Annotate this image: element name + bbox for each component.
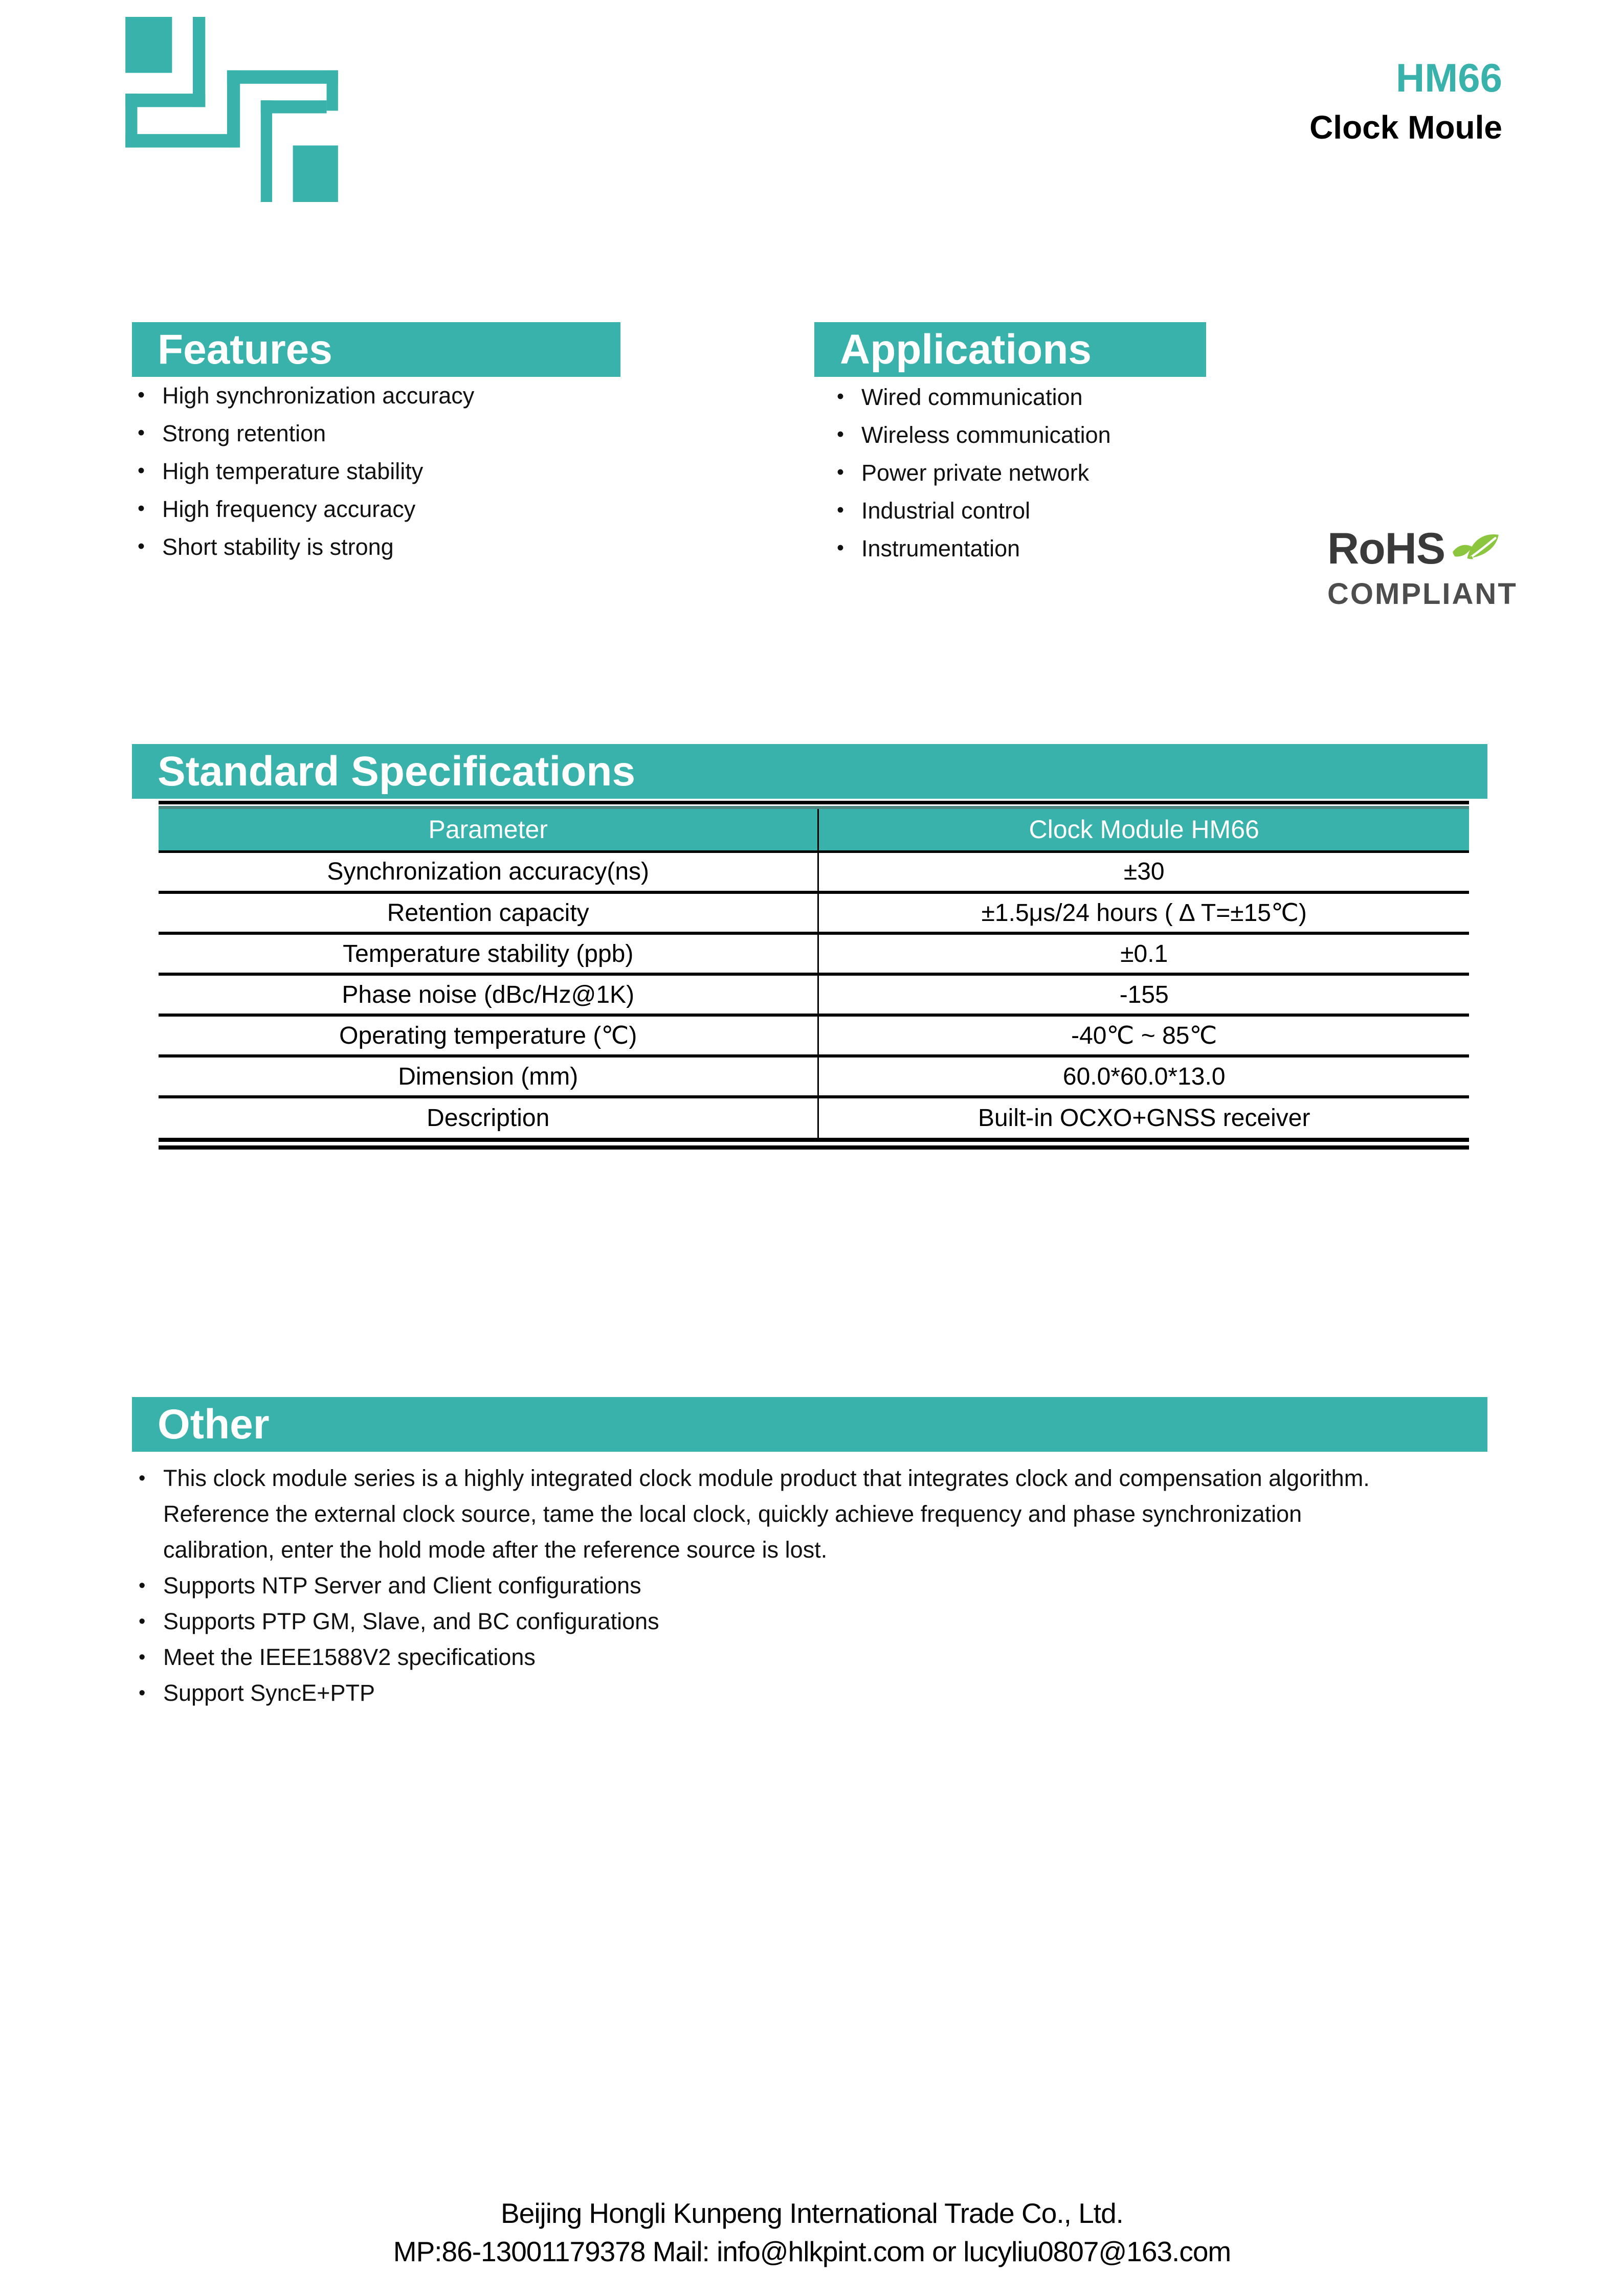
param-cell: Retention capacity	[159, 892, 818, 933]
param-cell: Description	[159, 1097, 818, 1138]
applications-section-title: Applications	[814, 322, 1206, 377]
value-cell: -40℃ ~ 85℃	[818, 1015, 1469, 1056]
feature-text: • High temperature stability	[162, 458, 424, 484]
feature-text: • Strong retention	[162, 420, 326, 446]
page-footer	[0, 2197, 1624, 2268]
list-item	[835, 416, 1111, 454]
column-header-value: Clock Module HM66	[818, 809, 1469, 851]
table-row	[159, 974, 1469, 1015]
application-text: • Power private network	[861, 460, 1089, 486]
company-name: Beijing Hongli Kunpeng International Trade Co., Ltd.	[501, 2197, 1123, 2229]
list-item	[136, 1568, 1378, 1604]
param-cell: Temperature stability (ppb)	[159, 933, 818, 974]
table-header-row	[159, 809, 1469, 851]
value-cell: Built-in OCXO+GNSS receiver	[818, 1097, 1469, 1138]
list-item	[136, 1675, 1378, 1711]
other-text: Supports NTP Server and Client configurations	[163, 1572, 641, 1599]
spec-table	[159, 801, 1469, 1150]
value-cell: ±0.1	[818, 933, 1469, 974]
feature-text: • High frequency accuracy	[162, 496, 416, 522]
applications-list	[835, 378, 1111, 568]
list-item	[835, 492, 1111, 530]
value-cell: -155	[818, 974, 1469, 1015]
other-list	[136, 1460, 1378, 1711]
list-item	[835, 530, 1111, 568]
other-section-title: Other	[132, 1397, 1487, 1452]
spec-table-grid	[159, 809, 1469, 1138]
table-bottom-border	[159, 1138, 1469, 1142]
list-item	[136, 453, 474, 490]
list-item	[136, 1639, 1378, 1675]
rohs-compliant-label: COMPLIANT	[1327, 577, 1518, 611]
list-item	[136, 377, 474, 415]
company-logo-icon	[125, 17, 338, 202]
specs-section-title: Standard Specifications	[132, 744, 1487, 799]
leaf-icon	[1452, 524, 1501, 568]
table-row	[159, 1056, 1469, 1097]
other-text: Meet the IEEE1588V2 specifications	[163, 1644, 536, 1670]
application-text: • Wireless communication	[861, 422, 1111, 448]
list-item	[835, 378, 1111, 416]
table-bottom-gap	[159, 1142, 1469, 1145]
product-name: HM66	[1395, 55, 1502, 100]
list-item	[136, 415, 474, 453]
application-text: • Industrial control	[861, 498, 1031, 524]
other-text: Support SyncE+PTP	[163, 1680, 375, 1706]
param-cell: Synchronization accuracy(ns)	[159, 851, 818, 892]
table-bottom-border-2	[159, 1145, 1469, 1150]
table-row	[159, 892, 1469, 933]
list-item	[136, 528, 474, 566]
list-item	[835, 454, 1111, 492]
table-row	[159, 1015, 1469, 1056]
product-subtitle: Clock Moule	[1309, 108, 1502, 146]
contact-info: MP:86-13001179378 Mail: info@hlkpint.com or lucyliu0807@163.com	[393, 2236, 1231, 2267]
other-text: Supports PTP GM, Slave, and BC configurations	[163, 1608, 659, 1634]
brand-block	[1309, 57, 1502, 145]
application-text: • Wired communication	[861, 384, 1083, 410]
feature-text: • High synchronization accuracy	[162, 382, 475, 409]
rohs-compliant-badge	[1327, 524, 1518, 611]
features-section-title: Features	[132, 322, 620, 377]
column-header-parameter: Parameter	[159, 809, 818, 851]
other-text: This clock module series is a highly integrated clock module product that integrates clock and compensation algorithm. Reference the external clock source, tame the local clock, quickly achieve frequency and phase synchronization calibration, enter the hold mode after the reference source is lost.	[163, 1465, 1370, 1563]
param-cell: Phase noise (dBc/Hz@1K)	[159, 974, 818, 1015]
value-cell: ±30	[818, 851, 1469, 892]
value-cell: 60.0*60.0*13.0	[818, 1056, 1469, 1097]
feature-text: • Short stability is strong	[162, 534, 394, 560]
value-cell: ±1.5μs/24 hours ( ∆ T=±15℃)	[818, 892, 1469, 933]
rohs-label: RoHS	[1327, 524, 1445, 573]
application-text: • Instrumentation	[861, 535, 1020, 561]
table-row	[159, 1097, 1469, 1138]
table-top-border	[159, 801, 1469, 804]
table-row	[159, 933, 1469, 974]
list-item	[136, 1604, 1378, 1639]
param-cell: Operating temperature (℃)	[159, 1015, 818, 1056]
features-list	[136, 377, 474, 566]
table-row	[159, 851, 1469, 892]
list-item	[136, 490, 474, 528]
param-cell: Dimension (mm)	[159, 1056, 818, 1097]
list-item	[136, 1460, 1378, 1568]
